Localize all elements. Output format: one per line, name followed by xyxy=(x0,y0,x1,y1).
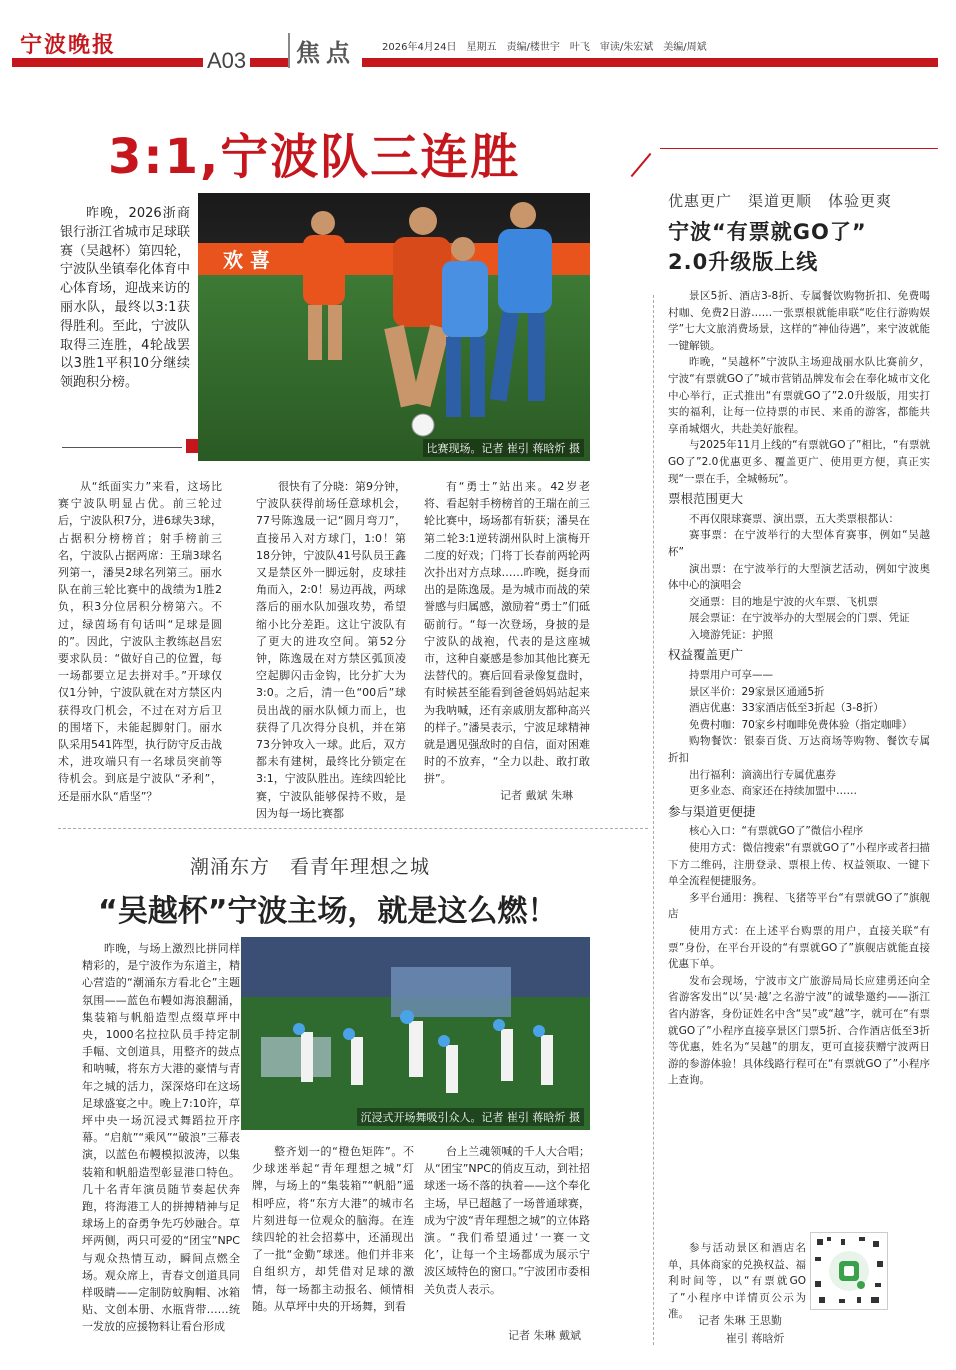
sidebar-p8: 展会票证：在宁波举办的大型展会的门票、凭证 xyxy=(689,612,910,625)
lead-divider xyxy=(62,447,182,448)
sidebar-p16: 更多业态、商家还在持续加盟中…… xyxy=(689,785,857,798)
article1-column-1: 从“纸面实力”来看，这场比赛宁波队明显占优。前三轮过后，宁波队积7分，进6球失3球，占据积分榜榜首；射手榜前三名，宁波队占据两席：王瑞3球名列第一，潘昊2球名列第三。丽水队在前三轮比赛中的战绩为1胜2负，积3分位居积分榜第六。不过，绿茵场有句话叫“足球是圆的”。因此，宁波队主教练赵昌宏要求队员：“做好自己的位置，每一场都要立足去拼对手。”开球仅仅1分钟，宁波队就在对方禁区内获得攻门机会，不过在对方后卫的围堵下，未能起脚射门。丽水队采用541阵型，执行防守反击战术，进攻端只有一名球员突前等待机会。到底是宁波队“矛利”，还是丽水队“盾坚”？ xyxy=(58,480,222,803)
sidebar-heading-1: 票根范围更大 xyxy=(668,491,744,507)
sidebar-p1: 景区5折、酒店3-8折、专属餐饮购物折扣、免费喝村咖、免费2日游……一张票根就能串联“吃住行游购娱学”七大文旅消费场景，这样的“神仙待遇”，来宁波就能一键解锁。 xyxy=(668,290,930,352)
dateline: 2026年4月24日 星期五 责编/楼世宇 叶飞 审读/朱宏斌 美编/周斌 xyxy=(382,42,707,53)
section-name: 焦点 xyxy=(288,33,362,68)
sidebar-body xyxy=(668,288,930,1089)
article2-photo-caption: 沉浸式开场舞吸引众人。记者 崔引 蒋晗炘 摄 xyxy=(357,1108,585,1126)
article1-photo-caption: 比赛现场。记者 崔引 蒋晗炘 摄 xyxy=(423,439,585,457)
article1-headline: 3:1,宁波队三连胜 xyxy=(108,129,521,185)
article1-photo xyxy=(198,193,590,461)
sidebar-p7: 交通票：目的地是宁波的火车票、飞机票 xyxy=(689,595,878,608)
masthead-red-bar xyxy=(12,58,938,67)
page-number: A03 xyxy=(203,48,250,74)
article2-photo xyxy=(241,937,590,1130)
sidebar-left-rule xyxy=(653,295,654,1345)
match-photo-svg xyxy=(198,193,590,461)
article2-column-2: 整齐划一的“橙色矩阵”。不少球迷举起“青年理想之城”灯牌，与场上的“集装箱”“帆船”遥相呼应，将“东方大港”的城市名片刻进每一位观众的脑海。在连续四轮的社会招募中，还涌现出了一批“金勤”球迷。他们并非来自组织方，却凭借对足球的激情，每一场都主动报名、倾情相随。从草坪中央的开场舞，到看 xyxy=(252,1145,414,1313)
sidebar-p4: 不再仅限球赛票、演出票，五大类票根都认： xyxy=(689,512,899,525)
sidebar-top-rule xyxy=(660,148,938,149)
sidebar-p21: 发布会现场，宁波市文广旅游局局长应建勇还向全省游客发出“以‘吴·越’之名游宁波”的诚挚邀约——浙江省内游客，身份证姓名中含“吴”或“越”字，就可在“有票就GO了”小程序直接享景区门票5折、合作酒店低至3折等优惠，姓名为“吴越”的朋友，更可直接获赠宁波两日游的参游体验！具体线路行程可在“有票就GO了”小程序上查询。 xyxy=(668,974,930,1087)
ceremony-photo-svg xyxy=(241,937,590,1130)
sidebar-bracket-left xyxy=(631,153,652,177)
sidebar-p12: 酒店优惠：33家酒店低至3折起（3-8折） xyxy=(689,702,884,715)
article2-column-3: 台上兰魂领喊的千人大合唱；从“团宝”NPC的俏皮互动，到社招球迷一场不落的执着——这个奉化主场，早已超越了一场普通球赛，成为宁波“青年理想之城”的立体路演。“我们希望通过‘一赛一文化’，让每一个主场都成为展示宁波区域特色的窗口。”宁波团市委相关负责人表示。 xyxy=(424,1145,590,1296)
sidebar-p14: 购物餐饮：银泰百货、万达商场等购物、餐饮专属折扣 xyxy=(668,735,930,765)
football xyxy=(412,414,434,436)
sidebar-p18: 使用方式：微信搜索“有票就GO了”小程序或者扫描下方二维码，注册登录、票根上传、权益领取、一键下单全流程便捷服务。 xyxy=(668,842,930,888)
article2-column-1: 昨晚，与场上激烈比拼同样精彩的，是宁波作为东道主，精心营造的“潮涌东方看北仑”主题氛围——蓝色布幔如海浪翻涌，集装箱与帆船造型点缀草坪中央，1000名拉拉队员手持定制手幅、文创道具，用整齐的鼓点和呐喊，将东方大港的豪情与青年之城的活力，深深烙印在这场足球盛宴之中。晚上7:10许，草坪中央一场沉浸式舞蹈拉开序幕。“启航”“乘风”“破浪”三幕表演，以蓝色布幔模拟波涛，以集装箱和帆船造型彰显港口特色。几十名青年演员随节奏起伏奔跑，将海港工人的拼搏精神与足球场上的奋勇争先巧妙融合。草坪两侧，两只可爱的“团宝”NPC与观众热情互动，瞬间点燃全场。观众席上，青春文创道具同样吸睛——定制防蚊胸帽、冰箱贴、文创本册、水瓶背带……统一发放的应援物料让看台形成 xyxy=(82,942,240,1334)
sidebar-p15: 出行福利：滴滴出行专属优惠券 xyxy=(689,768,836,781)
sidebar-byline-2: 崔引 蒋晗炘 xyxy=(726,1332,785,1345)
sidebar-p22: 参与活动景区和酒店名单，具体商家的兑换权益、福利时间等，以“有票就GO了”小程序中详情页公示为准。 xyxy=(668,1242,806,1321)
sidebar-kicker: 优惠更广 渠道更顺 体验更爽 xyxy=(668,192,893,210)
article2-byline: 记者 朱琳 戴斌 xyxy=(508,1329,581,1342)
sidebar-p13: 免费村咖：70家乡村咖啡免费体验（指定咖啡） xyxy=(689,718,913,731)
ad-banner-text: 欢 喜 xyxy=(223,248,270,272)
article2-kicker: 潮涌东方 看青年理想之城 xyxy=(190,856,431,878)
sidebar-heading-2: 权益覆盖更广 xyxy=(668,647,744,663)
qr-code-icon xyxy=(811,1233,887,1309)
sidebar-p6: 演出票：在宁波举行的大型演艺活动，例如宁波奥体中心的演唱会 xyxy=(668,562,930,592)
sidebar-title-line1: 宁波“有票就GO了” xyxy=(668,220,867,244)
article1-byline: 记者 戴斌 朱琳 xyxy=(500,789,573,802)
article2-headline: “吴越杯”宁波主场，就是这么燃！ xyxy=(98,894,558,929)
sidebar-p3: 与2025年11月上线的“有票就GO了”相比，“有票就GO了”2.0优惠更多、覆盖更广、使用更方便，真正实现“一票在手，全城畅玩”。 xyxy=(668,439,930,485)
sidebar-p2: 昨晚，“吴越杯”宁波队主场迎战丽水队比赛前夕，宁波“有票就GO了”城市营销品牌发布会在奉化城市文化中心举行，正式推出“有票就GO了”2.0升级版，用实打实的福利，让每一位持票的市民、来甬的游客，都能共享甬城烟火，共赴美好旅程。 xyxy=(668,356,930,435)
red-marker xyxy=(186,439,198,453)
newspaper-logo: 宁波晚报 xyxy=(20,32,117,58)
sidebar-p11: 景区半价：29家景区通通5折 xyxy=(689,685,825,698)
sidebar-p19: 多平台通用：携程、飞猪等平台“有票就GO了”旗舰店 xyxy=(668,891,930,921)
sidebar-p9: 入境游凭证：护照 xyxy=(689,628,773,641)
sidebar-p10: 持票用户可享—— xyxy=(689,669,773,682)
section-divider xyxy=(58,828,648,829)
sidebar-heading-3: 参与渠道更便捷 xyxy=(668,803,756,819)
article1-lead: 昨晚，2026浙商银行浙江省城市足球联赛（吴越杯）第四轮，宁波队坐镇奉化体育中心体育场，迎战来访的丽水队，最终以3:1获得胜利。至此，宁波队取得三连胜，4轮战罢以3胜1平积10分继续领跑积分榜。 xyxy=(60,206,191,391)
sidebar-p17: 核心入口：“有票就GO了”微信小程序 xyxy=(689,825,864,838)
sidebar-byline-1: 记者 朱琳 王思勤 xyxy=(698,1314,782,1327)
qr-code[interactable] xyxy=(810,1232,888,1310)
sidebar-title-line2: 2.0升级版上线 xyxy=(668,250,819,274)
sidebar-p20: 使用方式：在上述平台购票的用户，直接关联“有票”身份，在平台开设的“有票就GO了”旗舰店就能直接优惠下单。 xyxy=(668,924,930,971)
article1-column-2: 很快有了分晓：第9分钟，宁波队获得前场任意球机会，77号陈逸晟一记“圆月弯刀”，直接吊入对方球门，1:0！第18分钟，宁波队41号队员王鑫又是禁区外一脚远射，皮球挂角而入，2:0！易边再战，两球落后的丽水队加强攻势，希望缩小比分差距。这让宁波队有了更大的进攻空间。第52分钟，陈逸晟在对方禁区弧顶凌空起脚闪击金钩，比分扩大为3:0。之后，清一色“00后”球员出战的丽水队倾力而上，也获得了几次得分良机，并在第73分钟攻入一球。此后，双方都未有建树，最终比分锁定在3:1，宁波队胜出。连续四轮比赛，宁波队能够保持不败，是因为每一场比赛都 xyxy=(256,480,406,820)
sidebar-p5: 赛事票：在宁波举行的大型体育赛事，例如“吴越杯” xyxy=(668,529,930,558)
article1-column-3: 有“勇士”站出来。42岁老将、看起射手榜榜首的王瑞在前三轮比赛中，场场都有斩获；潘昊在第二轮3:1逆转湖州队时上演梅开二度的好戏；门将丁长春前两轮两次扑出对方点球……昨晚，挺身而出的是陈逸晟。是为城市而战的荣誉感与归属感，激励着“勇士”们砥砺前行。“每一次登场，身披的是宁波队的战袍，代表的是这座城市，这种自豪感是参加其他比赛无法替代的。赛后回看录像复盘时，有时候甚至能看到爸爸妈妈站起来为我呐喊，还有亲戚朋友都种高兴的样子。”潘昊表示，宁波足球精神就是遇见强敌时的自信，面对困难时的不放弃，“全力以赴、敢打敢拼”。 xyxy=(424,480,590,786)
